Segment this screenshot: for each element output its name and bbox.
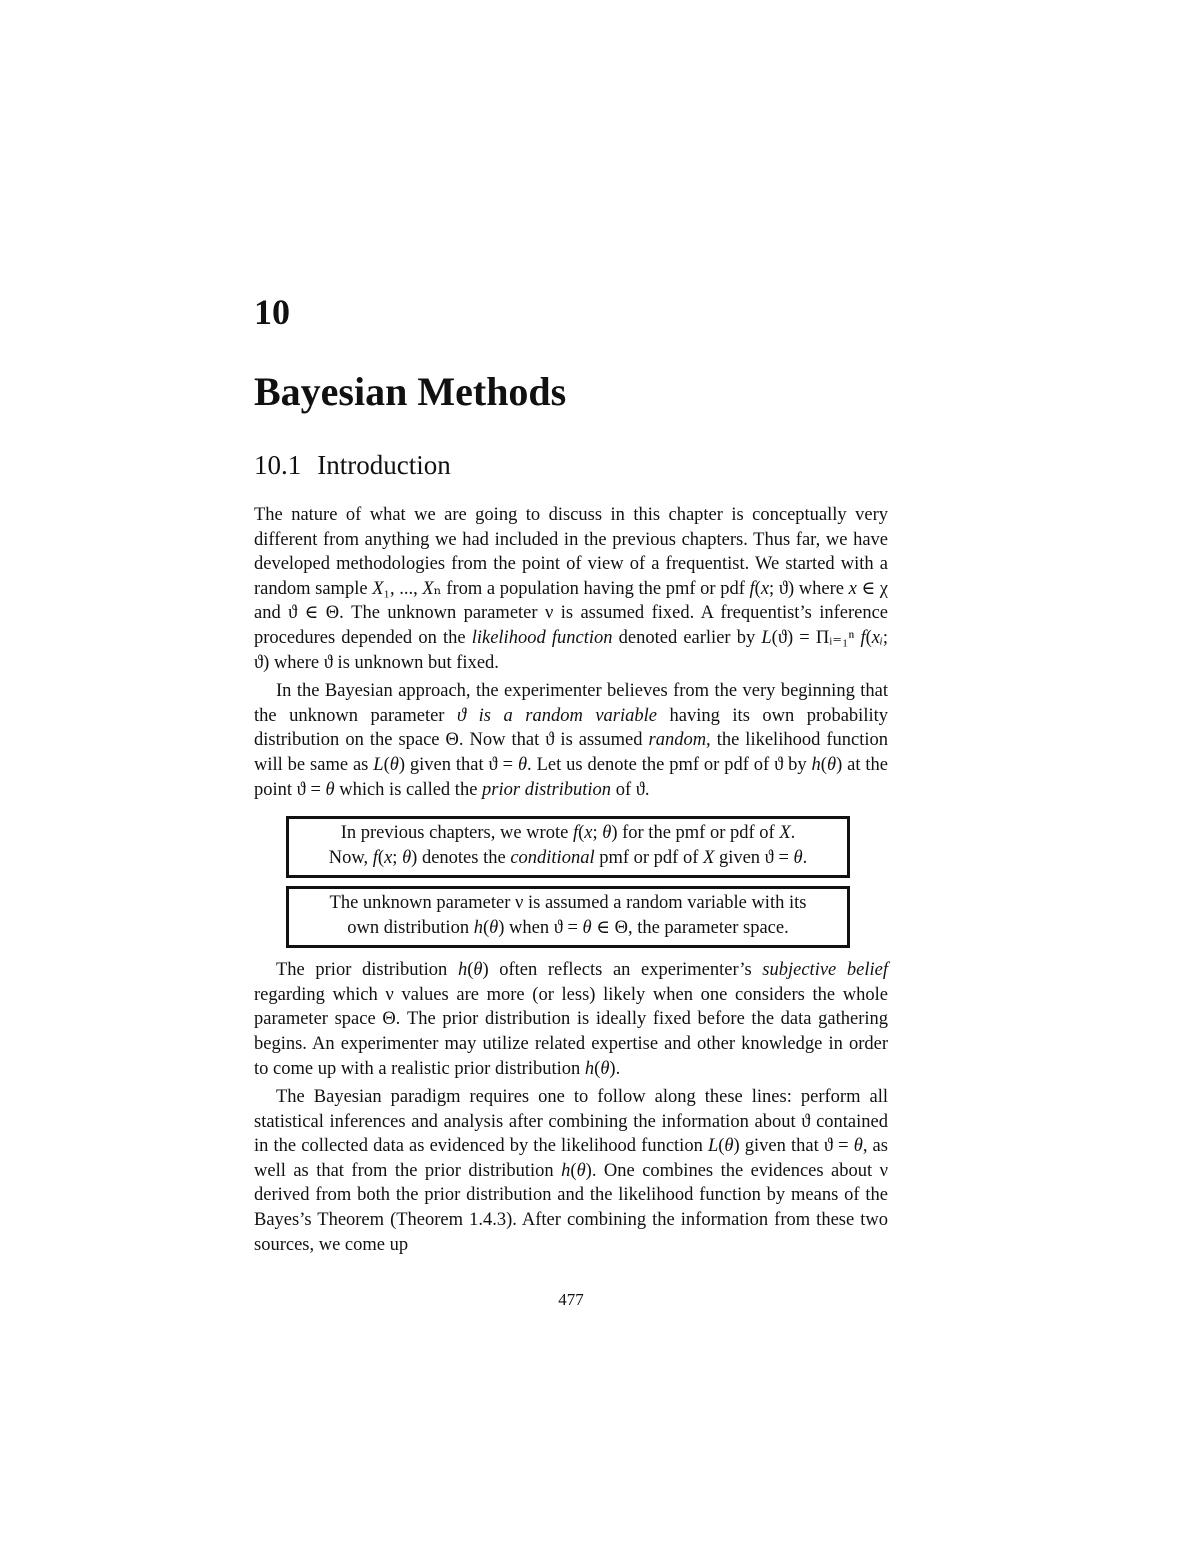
text-segment: X (372, 578, 384, 599)
text-segment: prior distribution (482, 779, 612, 800)
text-segment: ). (609, 1058, 621, 1079)
paragraph-bayesian-paradigm (254, 1085, 888, 1257)
text-segment: In the Bayesian approach, the experimenter believes from the very beginning that the unknown parameter (254, 681, 888, 726)
section-number: 10.1 (254, 450, 302, 480)
text-segment: L (707, 1136, 719, 1157)
text-segment: The unknown parameter ν is assumed a random variable with its (329, 893, 807, 914)
text-segment: The Bayesian paradigm requires one to follow along these lines: perform all statistical inferences and analysis after combining the information about ϑ contained in the collected data as evidenced by the likelihood function (254, 1087, 888, 1157)
text-segment: . (802, 848, 808, 869)
text-segment: h (457, 960, 468, 981)
text-segment: ) given that ϑ = (398, 754, 518, 775)
text-segment: given ϑ = (714, 848, 794, 869)
text-segment: f (860, 627, 866, 648)
text-segment: θ (576, 1160, 586, 1181)
box-line (293, 821, 843, 846)
text-segment: x (384, 848, 393, 869)
text-segment: ( (467, 960, 474, 981)
text-segment: ) given that ϑ = (733, 1136, 854, 1157)
text-segment: ∈ Θ, the parameter space. (591, 918, 789, 939)
text-segment: , as well as that from the prior distribution (254, 1136, 888, 1181)
text-segment: ∈ χ and ϑ ∈ Θ. The unknown parameter ν is assumed fixed. A frequentist’s inference procedures depended on the (254, 578, 889, 648)
text-segment: Now, (328, 848, 373, 869)
text-segment: . Let us denote the pmf or pdf of ϑ by (527, 754, 812, 775)
text-segment: θ (853, 1136, 863, 1157)
note-box-conditional-pdf (286, 816, 850, 878)
text-segment: ). One combines the evidences about ν derived from both the prior distribution and the likelihood function by means of the Bayes’s Theorem (Theorem 1.4.3). After combining the information from these two sources, we come up (254, 1160, 888, 1255)
text-segment: having its own probability distribution on the space Θ. Now that ϑ is assumed (254, 705, 888, 751)
note-box-random-parameter (286, 886, 850, 948)
text-segment: of ϑ. (611, 779, 650, 800)
text-segment: ) when ϑ = (498, 918, 583, 939)
text-segment: which is called the (334, 779, 483, 800)
text-segment: X (779, 823, 791, 844)
text-segment: θ (489, 918, 499, 939)
paragraph-prior-distribution (254, 958, 888, 1081)
text-segment: ( (820, 754, 827, 775)
box-line (293, 916, 843, 941)
text-segment: ( (578, 823, 585, 844)
text-segment: random, (648, 730, 711, 751)
text-segment: In previous chapters, we wrote (340, 823, 573, 844)
text-segment: ; ϑ) where ϑ is unknown but fixed. (254, 627, 889, 673)
text-segment: X (703, 848, 715, 869)
text-segment: . (790, 823, 796, 844)
text-segment: likelihood function (471, 627, 613, 648)
text-segment: (ϑ) = Πᵢ₌₁ⁿ (771, 627, 861, 648)
text-segment: the likelihood function will be same as (254, 730, 888, 775)
text-segment: ( (383, 754, 390, 775)
text-segment: conditional (510, 848, 595, 869)
text-segment: x (848, 578, 857, 599)
text-segment: θ (724, 1136, 734, 1157)
text-segment: ; (592, 823, 603, 844)
text-segment: xᵢ (871, 627, 883, 648)
text-segment: ₁, ..., (383, 578, 423, 599)
text-segment: ₙ from a population having the pmf or pdf (433, 578, 750, 599)
text-segment: pmf or pdf of (594, 848, 704, 869)
text-segment: regarding which ν values are more (or less) likely when one considers the whole parameter space Θ. The prior distribution is ideally fixed before the data gathering begins. An experimenter may utilize related expertise and other knowledge in order to come up with a realistic prior distribution (254, 984, 888, 1079)
paragraph-frequentist-intro (254, 503, 888, 675)
text-segment: ) for the pmf or pdf of (611, 823, 780, 844)
text-segment: h (584, 1058, 595, 1079)
text-segment: ) often reflects an experimenter’s (482, 960, 763, 981)
text-segment: ( (754, 578, 761, 599)
text-segment: The nature of what we are going to discuss in this chapter is conceptually very different from anything we had included in the previous chapters. Thus far, we have developed methodologies from the point of view of a frequentist. We started with a random sample (254, 505, 888, 599)
text-segment: f (749, 578, 755, 599)
paragraph-bayesian-approach (254, 679, 888, 802)
text-segment: h (473, 918, 483, 939)
text-segment: ( (482, 918, 490, 939)
text-segment: x (760, 578, 770, 599)
chapter-title: Bayesian Methods (254, 369, 567, 414)
text-segment: ( (377, 848, 385, 869)
section-heading (254, 452, 888, 479)
text-segment: ( (570, 1160, 577, 1181)
text-segment: θ (389, 754, 399, 775)
text-segment: ( (594, 1058, 601, 1079)
text-segment: denoted earlier by (612, 627, 762, 648)
text-segment: θ (582, 918, 592, 939)
book-page (254, 290, 889, 1309)
text-segment: L (761, 627, 772, 648)
text-segment: ; (392, 848, 403, 869)
text-segment: ϑ is a random variable (457, 705, 657, 726)
text-segment: L (373, 754, 384, 775)
text-segment: θ (602, 823, 612, 844)
text-segment: x (584, 823, 593, 844)
text-segment: ) at the point ϑ = (254, 754, 888, 800)
text-segment: f (372, 848, 378, 869)
text-segment: own distribution (347, 918, 474, 939)
text-segment: θ (402, 848, 412, 869)
text-segment: θ (517, 754, 528, 775)
text-segment: X (422, 578, 434, 599)
text-segment: ) denotes the (411, 848, 511, 869)
text-segment: h (561, 1160, 571, 1181)
box-line (293, 891, 843, 916)
text-segment: subjective belief (762, 960, 888, 981)
text-segment: θ (600, 1058, 610, 1079)
text-segment: f (572, 823, 579, 844)
text-segment: θ (793, 848, 803, 869)
chapter-number: 10 (254, 292, 290, 332)
text-segment: θ (473, 960, 483, 981)
text-segment: ( (718, 1136, 725, 1157)
text-segment: θ (325, 779, 335, 800)
text-segment: ; ϑ) where (769, 578, 849, 599)
text-segment: ( (865, 627, 872, 648)
text-segment: h (811, 754, 821, 775)
page-number: 477 (558, 1290, 584, 1309)
text-segment: The prior distribution (276, 960, 458, 981)
text-segment: θ (826, 754, 837, 775)
section-title: Introduction (317, 450, 451, 480)
box-line (293, 846, 843, 871)
